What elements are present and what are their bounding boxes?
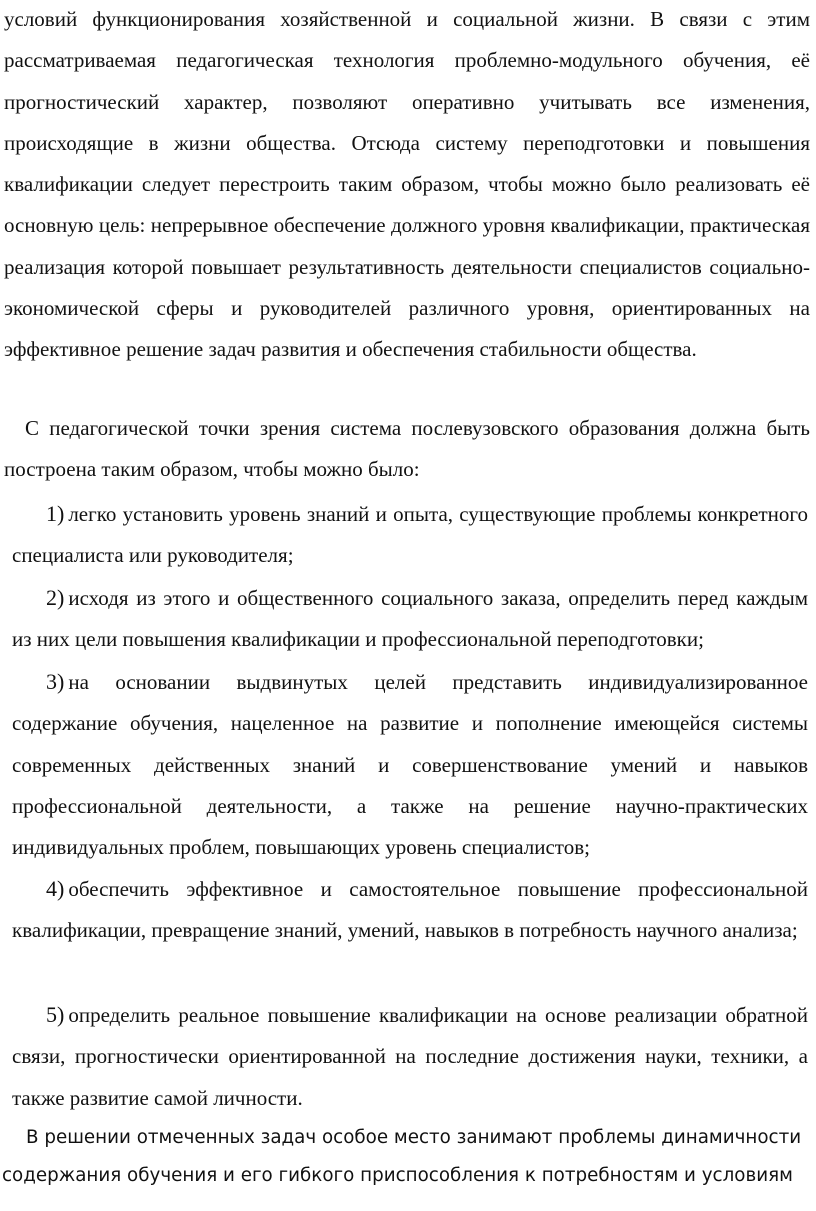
list-item-number: 5) — [46, 1002, 65, 1027]
list-item-number: 2) — [46, 585, 65, 610]
paragraph-dynamics: В решении отмеченных задач особое место занимают проблемы динамичности содержания обучения и его гибкого приспособления к потребностям и условиям — [2, 1127, 802, 1186]
paragraph-pedagogical-view: С педагогической точки зрения система послевузовского образования должна быть построена таким образом, чтобы можно было: — [4, 416, 810, 482]
list-item-number: 3) — [46, 669, 65, 694]
list-item — [12, 493, 808, 577]
list-item-text: на основании выдвинутых целей представить индивидуализированное содержание обучения, нацеленное на развитие и пополнение имеющейся системы современных действенных знаний и совершенствование умений и навыков профессиональной деятельности, а также на решение научно-практических индивидуальных проблем, повышающих уровень специалистов; — [12, 670, 808, 860]
list-item — [12, 994, 808, 1119]
list-item-number: 1) — [46, 501, 65, 526]
list-item-number: 4) — [46, 876, 65, 901]
list-item-text: исходя из этого и общественного социального заказа, определить перед каждым из них цели повышения квалификации и профессиональной переподготовки; — [12, 586, 808, 652]
list-item-text: определить реальное повышение квалификации на основе реализации обратной связи, прогностически ориентированной на последние достижения науки, техники, а также развитие самой личности. — [12, 1003, 808, 1110]
list-item-text: обеспечить эффективное и самостоятельное повышение профессиональной квалификации, превращение знаний, умений, навыков в потребность научного анализа; — [12, 877, 808, 943]
paragraph-conditions: условий функционирования хозяйственной и социальной жизни. В связи с этим рассматриваемая педагогическая технология проблемно-модульного обучения, её прогностический характер, позволяют оперативно учитывать все изменения, происходящие в жизни общества. Отсюда систему переподготовки и повышения квалификации следует перестроить таким образом, чтобы можно было реализовать её основную цель: непрерывное обеспечение должного уровня квалификации, практическая реализация которой повышает результативность деятельности специалистов социально-экономической сферы и руководителей различного уровня, ориентированных на эффективное решение задач развития и обеспечения стабильности общества. — [4, 7, 810, 362]
list-item — [12, 661, 808, 868]
list-item — [12, 577, 808, 661]
list-item — [12, 868, 808, 952]
list-item-text: легко установить уровень знаний и опыта, существующие проблемы конкретного специалиста или руководителя; — [12, 502, 808, 568]
